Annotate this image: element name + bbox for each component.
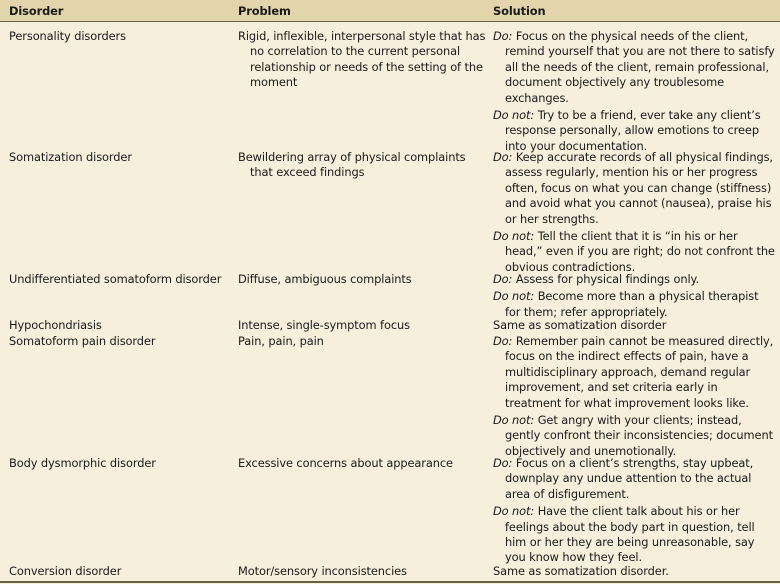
do-not-text: Tell the client that it is “in his or her head,” even if you are right; do not confront the obvious contradictions. — [505, 229, 775, 274]
solution-cell — [493, 272, 775, 320]
table-header-row — [0, 0, 780, 22]
solution-cell — [493, 150, 775, 275]
disorder-cell: Conversion disorder — [9, 564, 122, 578]
problem-cell: Rigid, inflexible, interpersonal style that has no correlation to the current personal relationship or needs of the setting of the moment — [238, 29, 486, 90]
disorder-cell: Undifferentiated somatoform disorder — [9, 272, 222, 286]
do-not-label: Do not: — [493, 413, 535, 428]
problem-cell: Diffuse, ambiguous complaints — [238, 272, 412, 286]
solution-cell: Same as somatization disorder — [493, 318, 667, 332]
problem-cell: Pain, pain, pain — [238, 334, 324, 348]
do-text: Focus on the physical needs of the client, remind yourself that you are not there to satisfy all the needs of the client, remain professional, document objectively any troublesome exchanges. — [505, 29, 775, 105]
disorder-cell: Somatoform pain disorder — [9, 334, 156, 348]
table-bottom-rule — [0, 581, 780, 583]
header-disorder: Disorder — [9, 4, 64, 18]
do-not-text: Have the client talk about his or her feelings about the body part in question, tell him or her they are being unreasonable, say you know how they feel. — [505, 504, 755, 565]
do-text: Assess for physical findings only. — [515, 272, 700, 286]
problem-cell: Bewildering array of physical complaints that exceed findings — [238, 150, 466, 180]
disorder-cell: Personality disorders — [9, 29, 126, 43]
solution-cell: Same as somatization disorder. — [493, 564, 669, 578]
do-not-label: Do not: — [493, 289, 535, 304]
disorder-cell: Body dysmorphic disorder — [9, 456, 156, 470]
solution-cell — [493, 29, 775, 154]
problem-cell: Excessive concerns about appearance — [238, 456, 453, 470]
do-not-label: Do not: — [493, 108, 535, 123]
do-not-text: Get angry with your clients; instead, gently confront their inconsistencies; document objectively and unemotionally. — [505, 413, 773, 458]
do-text: Remember pain cannot be measured directly, focus on the indirect effects of pain, have a multidisciplinary approach, demand regular improvement, and set criteria early in treatment for what improvement looks like. — [505, 334, 774, 410]
solution-cell — [493, 456, 775, 566]
solution-cell — [493, 334, 775, 459]
do-label: Do: — [493, 29, 513, 43]
do-not-text: Become more than a physical therapist for them; refer appropriately. — [505, 289, 759, 319]
do-not-label: Do not: — [493, 504, 535, 519]
do-not-label: Do not: — [493, 229, 535, 244]
do-label: Do: — [493, 334, 513, 348]
header-solution: Solution — [493, 4, 546, 18]
problem-cell: Intense, single-symptom focus — [238, 318, 410, 332]
do-text: Keep accurate records of all physical findings, assess regularly, mention his or her progress often, focus on what you can change (stiffness) and avoid what you cannot (nausea), praise his or her strengths. — [505, 150, 773, 226]
do-label: Do: — [493, 456, 513, 470]
do-label: Do: — [493, 272, 513, 286]
header-problem: Problem — [238, 4, 291, 18]
do-text: Focus on a client’s strengths, stay upbeat, downplay any undue attention to the actual area of disfigurement. — [505, 456, 754, 501]
problem-cell: Motor/sensory inconsistencies — [238, 564, 407, 578]
disorder-cell: Somatization disorder — [9, 150, 132, 164]
disorder-cell: Hypochondriasis — [9, 318, 102, 332]
do-not-text: Try to be a friend, ever take any client’s response personally, allow emotions to creep into your documentation. — [505, 108, 761, 153]
do-label: Do: — [493, 150, 513, 164]
